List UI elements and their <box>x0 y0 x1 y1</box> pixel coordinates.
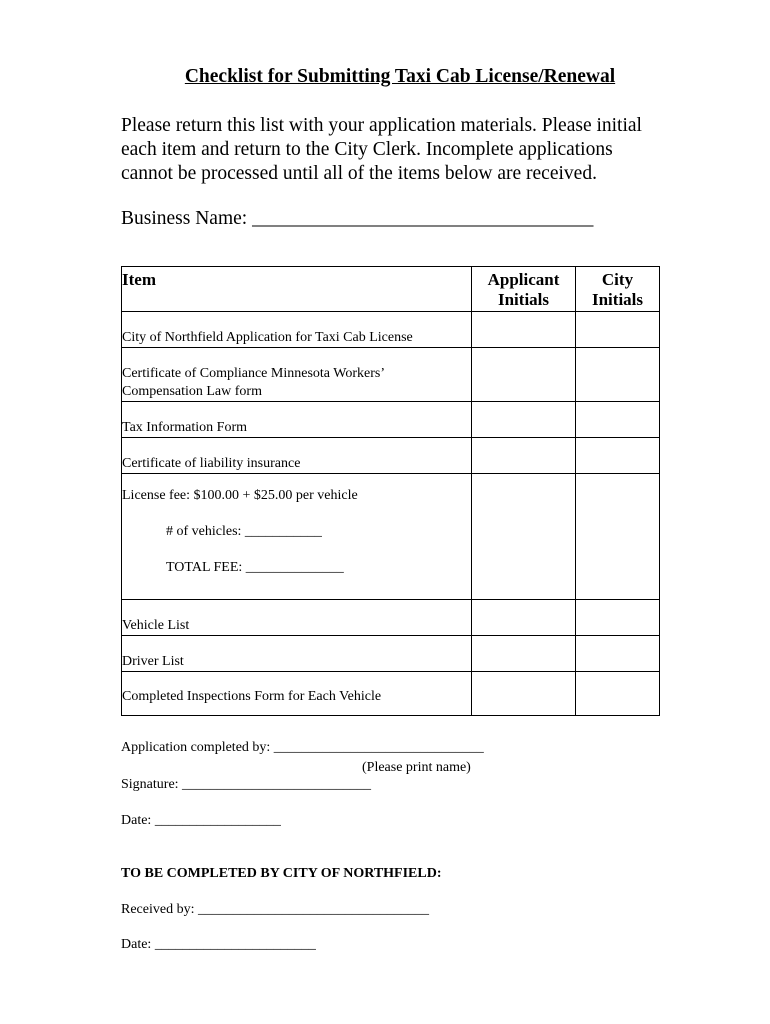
total-fee-field[interactable]: TOTAL FEE: ______________ <box>166 560 344 575</box>
applicant-initials-cell[interactable] <box>472 438 576 474</box>
applicant-initials-cell[interactable] <box>472 600 576 636</box>
table-row <box>122 348 660 402</box>
table-row <box>122 636 660 672</box>
checklist-table <box>121 266 660 716</box>
business-name-field[interactable]: Business Name: ___________________________________ <box>121 208 594 229</box>
header-line: Initials <box>591 290 644 309</box>
license-fee-label: License fee: $100.00 + $25.00 per vehicle <box>122 488 358 503</box>
checklist-item-label: City of Northfield Application for Taxi Cab License <box>122 312 472 348</box>
applicant-initials-cell[interactable] <box>472 636 576 672</box>
instructions-line: each item and return to the City Clerk. Incomplete applications <box>121 139 613 160</box>
table-row-license-fee <box>122 474 660 600</box>
item-line: Compensation Law form <box>122 384 262 399</box>
header-line: City <box>601 270 634 289</box>
city-initials-cell[interactable] <box>576 402 660 438</box>
table-row <box>122 438 660 474</box>
license-fee-cell <box>122 474 472 600</box>
instructions-line: Please return this list with your application materials. Please initial <box>121 115 642 136</box>
checklist-item-label: Completed Inspections Form for Each Vehicle <box>122 672 472 716</box>
city-date-field[interactable]: Date: _______________________ <box>121 937 316 952</box>
applicant-initials-cell[interactable] <box>472 348 576 402</box>
city-initials-cell[interactable] <box>576 636 660 672</box>
checklist-item-label: Certificate of liability insurance <box>122 438 472 474</box>
header-line: Initials <box>497 290 550 309</box>
completed-by-field[interactable]: Application completed by: ______________________________ <box>121 740 484 755</box>
instructions-line: cannot be processed until all of the items below are received. <box>121 163 597 184</box>
table-row <box>122 600 660 636</box>
city-initials-cell[interactable] <box>576 672 660 716</box>
applicant-initials-cell[interactable] <box>472 402 576 438</box>
checklist-item-label: Driver List <box>122 636 472 672</box>
document-title: Checklist for Submitting Taxi Cab License/Renewal <box>184 66 616 87</box>
city-initials-cell[interactable] <box>576 600 660 636</box>
header-line: Applicant <box>487 270 560 289</box>
signature-field[interactable]: Signature: ___________________________ <box>121 777 372 792</box>
applicant-initials-cell[interactable] <box>472 672 576 716</box>
city-initials-cell[interactable] <box>576 312 660 348</box>
date-field[interactable]: Date: __________________ <box>121 813 281 828</box>
checklist-item-label: Tax Information Form <box>122 402 472 438</box>
print-name-hint: (Please print name) <box>362 760 471 775</box>
city-initials-cell[interactable] <box>576 438 660 474</box>
table-row <box>122 402 660 438</box>
item-line: Certificate of Compliance Minnesota Workers’ <box>122 366 385 381</box>
checklist-item-label <box>122 348 472 402</box>
table-row <box>122 672 660 716</box>
received-by-field[interactable]: Received by: _________________________________ <box>121 902 429 917</box>
city-initials-cell[interactable] <box>576 474 660 600</box>
applicant-initials-cell[interactable] <box>472 312 576 348</box>
applicant-initials-cell[interactable] <box>472 474 576 600</box>
column-header-item: Item <box>122 267 472 312</box>
instructions-paragraph <box>121 114 681 186</box>
column-header-city-initials <box>576 267 660 312</box>
table-header-row <box>122 267 660 312</box>
city-initials-cell[interactable] <box>576 348 660 402</box>
city-section-heading: TO BE COMPLETED BY CITY OF NORTHFIELD: <box>121 866 442 881</box>
column-header-applicant-initials <box>472 267 576 312</box>
checklist-item-label: Vehicle List <box>122 600 472 636</box>
table-row <box>122 312 660 348</box>
vehicle-count-field[interactable]: # of vehicles: ___________ <box>166 524 322 539</box>
